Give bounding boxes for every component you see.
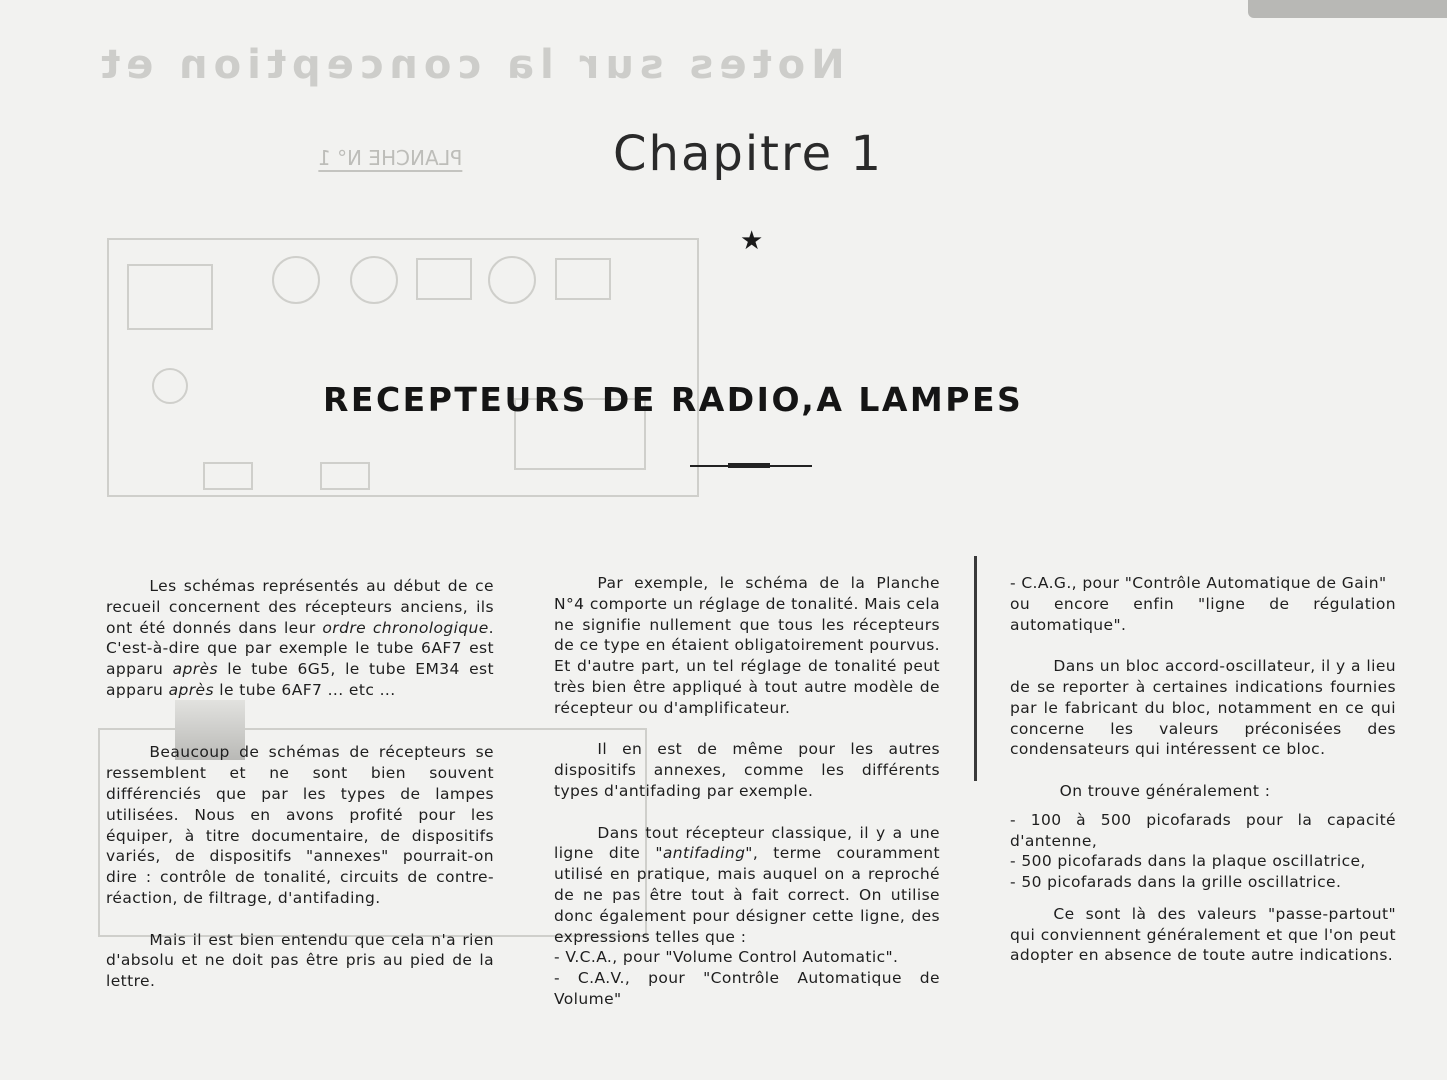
- paragraph: [554, 823, 940, 948]
- show-through-diagram-part: [416, 258, 472, 300]
- show-through-diagram-part: [320, 462, 370, 490]
- show-through-diagram-part: [555, 258, 611, 300]
- paragraph: Il en est de même pour les autres dispositifs annexes, comme les différents types d'antifading par exemple.: [554, 740, 940, 800]
- paragraph: On trouve généralement :: [1059, 781, 1271, 800]
- text-column-3: [1010, 573, 1396, 987]
- text-column-1: [106, 576, 494, 1013]
- paragraph: Dans un bloc accord-oscillateur, il y a lieu de se reporter à certaines indications fournies par le fabricant du bloc, notamment en ce qui concerne les valeurs préconisées des condensateurs qui intéressent ce bloc.: [1010, 657, 1396, 759]
- show-through-diagram-part: [350, 256, 398, 304]
- show-through-diagram-part: [272, 256, 320, 304]
- text-run: le tube 6AF7 ... etc ...: [213, 680, 396, 699]
- text-run: , terme couramment utilisé en pratique, mais auquel on a reproché de ne pas être tout à fait correct. On utilise donc également pour désigner cette ligne, des expressions telles que :: [554, 844, 940, 946]
- show-through-diagram-part: [488, 256, 536, 304]
- page-title: RECEPTEURS DE RADIO,A LAMPES: [323, 380, 1024, 419]
- emphasis: après: [172, 660, 218, 679]
- text-run: . C'est-à-dire que par exemple le tube 6AF7 est apparu: [106, 618, 494, 679]
- text-run: le tube 6G5, le tube EM34 est apparu: [106, 660, 494, 699]
- star-ornament: ★: [740, 226, 764, 256]
- list-item: - C.A.V., pour "Contrôle Automatique de Volume": [554, 969, 940, 1008]
- text-column-2: [554, 573, 940, 1010]
- list-item: - 100 à 500 picofarads pour la capacité d'antenne,: [1010, 810, 1396, 850]
- paragraph: [106, 576, 494, 701]
- chapter-heading: Chapitre 1: [613, 126, 883, 182]
- paragraph: Beaucoup de schémas de récepteurs se ressemblent et ne sont bien souvent différenciés que par les types de lampes utilisées. Nous en avons profité pour les équiper, à titre documentaire, de dispositifs variés, de dispositifs "annexes" pourrait-on dire : contrôle de tonalité, circuits de contre-réaction, de filtrage, d'antifading.: [106, 743, 494, 907]
- page-edge-mark: [1248, 0, 1447, 18]
- list-item: - 500 picofarads dans la plaque oscillatrice,: [1010, 852, 1366, 871]
- list-item: - 50 picofarads dans la grille oscillatrice.: [1010, 873, 1342, 892]
- show-through-planche: PLANCHE N° 1: [318, 146, 463, 170]
- title-rule-accent: [728, 463, 770, 468]
- show-through-diagram-part: [152, 368, 188, 404]
- paragraph: ou encore enfin "ligne de régulation automatique".: [1010, 594, 1396, 634]
- show-through-heading: Notes sur la conception et: [95, 42, 845, 88]
- show-through-diagram-part: [127, 264, 213, 330]
- paragraph: Ce sont là des valeurs "passe-partout" qui conviennent généralement et que l'on peut adopter en absence de toute autre indications.: [1010, 904, 1396, 965]
- text-run: Dans tout récepteur classique, il y a une ligne dite: [554, 823, 940, 863]
- column-divider: [974, 556, 977, 781]
- emphasis: "antifading": [655, 844, 753, 863]
- paragraph: Par exemple, le schéma de la Planche N°4 comporte un réglage de tonalité. Mais cela ne signifie nullement que tous les récepteurs de ce type en étaient obligatoirement pourvus. Et d'autre part, un tel réglage de tonalité peut très bien être appliqué à tout autre modèle de récepteur ou d'amplificateur.: [554, 574, 940, 717]
- emphasis: ordre chronologique: [322, 618, 489, 637]
- emphasis: après: [168, 680, 214, 699]
- paragraph: Mais il est bien entendu que cela n'a rien d'absolu et ne doit pas être pris au pied de la lettre.: [106, 930, 494, 991]
- show-through-diagram-part: [203, 462, 253, 490]
- list-item: - C.A.G., pour "Contrôle Automatique de Gain": [1010, 574, 1387, 592]
- list-item: - V.C.A., pour "Volume Control Automatic".: [554, 948, 899, 967]
- text-run: Les schémas représentés au début de ce recueil concernent des récepteurs anciens, ils ont été donnés dans leur: [106, 577, 494, 637]
